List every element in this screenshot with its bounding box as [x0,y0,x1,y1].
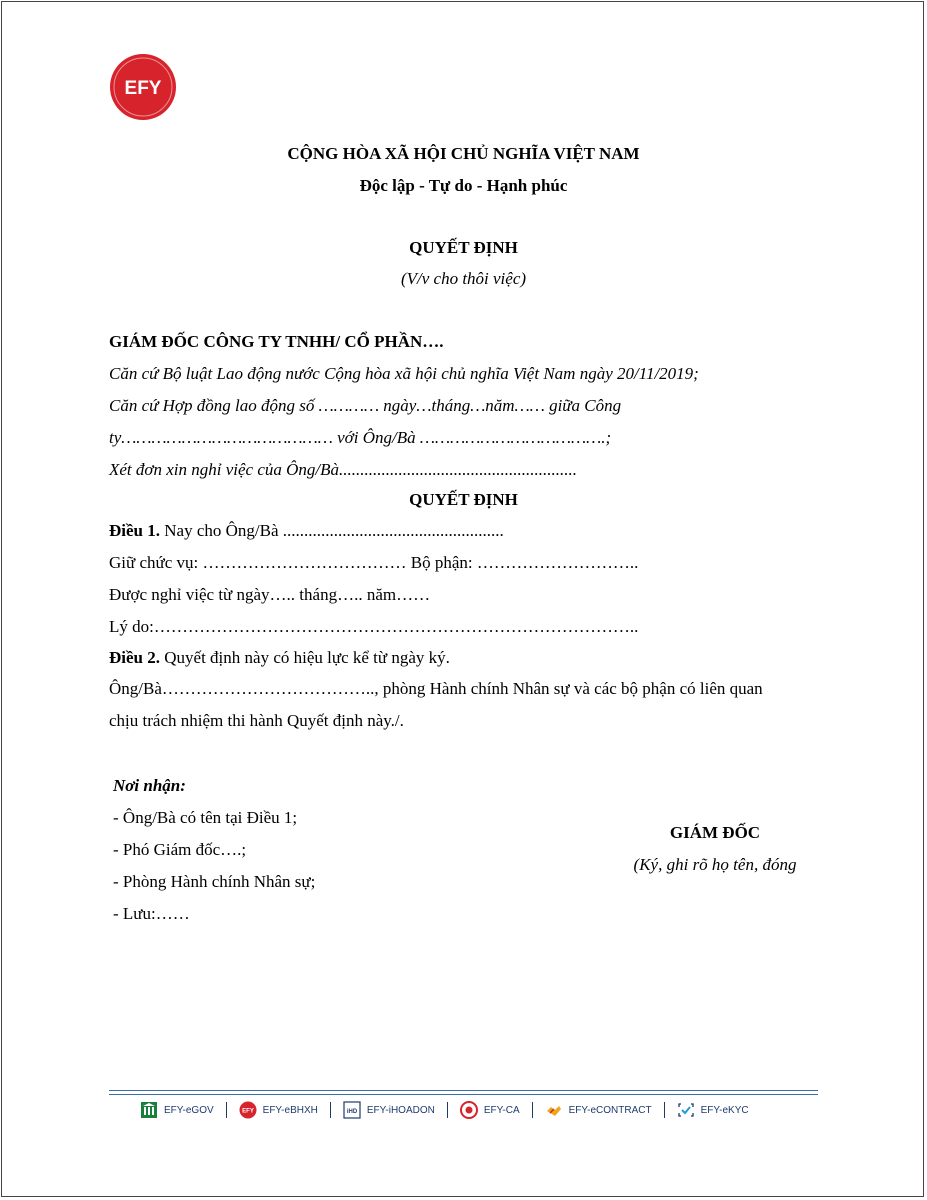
footer-rule [109,1090,818,1091]
recipient-item: - Lưu:…… [113,904,190,923]
signature-title: GIÁM ĐỐC [669,823,761,842]
footer-item-label: EFY-eKYC [700,1104,749,1116]
article-2-line: chịu trách nhiệm thi hành Quyết định này./. [109,711,404,730]
basis-line: Căn cứ Hợp đồng lao động số ………… ngày…tháng…năm…… giữa Công [109,396,622,415]
recipient-item: - Phòng Hành chính Nhân sự; [113,872,316,891]
signature-note: (Ký, ghi rõ họ tên, đóng [633,855,797,874]
footer-item-label: EFY-eCONTRACT [568,1104,652,1116]
issuer: GIÁM ĐỐC CÔNG TY TNHH/ CỔ PHẦN…. [109,332,444,351]
article-2-text: Quyết định này có hiệu lực kể từ ngày ký. [160,648,450,667]
ca-seal-icon [460,1101,478,1119]
article-1-label: Điều 1. [109,521,160,540]
document-subject: (V/v cho thôi việc) [400,269,527,288]
recipients-heading: Nơi nhận: [113,776,186,795]
footer-bar [140,1099,749,1121]
recipient-item: - Ông/Bà có tên tại Điều 1; [113,808,298,827]
footer-separator [330,1102,331,1118]
basis-line: ty…………………………………… với Ông/Bà ……………………………….; [109,428,612,447]
face-check-icon [677,1101,695,1119]
handshake-icon [545,1101,563,1119]
article-1-line: Lý do:………………………………………………………………………….. [109,617,639,636]
efy-logo [109,53,177,121]
footer-rule [109,1094,818,1095]
footer-item-ihoadon [343,1101,435,1119]
footer-item-label: EFY-eBHXH [262,1104,318,1116]
footer-separator [664,1102,665,1118]
recipient-item: - Phó Giám đốc….; [113,840,247,859]
article-1-text: Nay cho Ông/Bà .................................................... [160,521,504,540]
footer-item-label: EFY-CA [483,1104,520,1116]
basis-line: Xét đơn xin nghỉ việc của Ông/Bà........................................................ [109,460,578,479]
document-title: QUYẾT ĐỊNH [409,238,518,257]
logo-text: EFY [124,78,162,99]
ihd-icon [343,1101,361,1119]
svg-text:iHD: iHD [346,1109,358,1115]
efy-logo-icon [239,1101,257,1119]
svg-text:EFY: EFY [241,1108,254,1115]
building-icon [140,1101,158,1119]
footer-item-egov [140,1101,214,1119]
footer-separator [226,1102,227,1118]
article-2 [109,647,450,669]
footer-item-label: EFY-eGOV [164,1104,214,1116]
footer-separator [447,1102,448,1118]
decision-heading: QUYẾT ĐỊNH [409,490,518,509]
footer-item-label: EFY-iHOADON [366,1104,435,1116]
article-1 [109,520,504,542]
footer-item-econtract [545,1101,652,1119]
nation-heading: CỘNG HÒA XÃ HỘI CHỦ NGHĨA VIỆT NAM [287,144,640,163]
motto: Độc lập - Tự do - Hạnh phúc [359,176,568,195]
article-2-label: Điều 2. [109,648,160,667]
footer-item-ebhxh [239,1101,318,1119]
footer-item-ca [460,1101,520,1119]
footer-item-ekyc [677,1101,749,1119]
article-1-line: Giữ chức vụ: ……………………………… Bộ phận: ……………………….. [109,553,639,572]
article-1-line: Được nghỉ việc từ ngày….. tháng….. năm…… [109,585,431,604]
basis-line: Căn cứ Bộ luật Lao động nước Cộng hòa xã hội chủ nghĩa Việt Nam ngày 20/11/2019; [109,364,699,383]
footer-separator [532,1102,533,1118]
article-2-line: Ông/Bà……………………………….., phòng Hành chính Nhân sự và các bộ phận có liên quan [109,679,763,698]
